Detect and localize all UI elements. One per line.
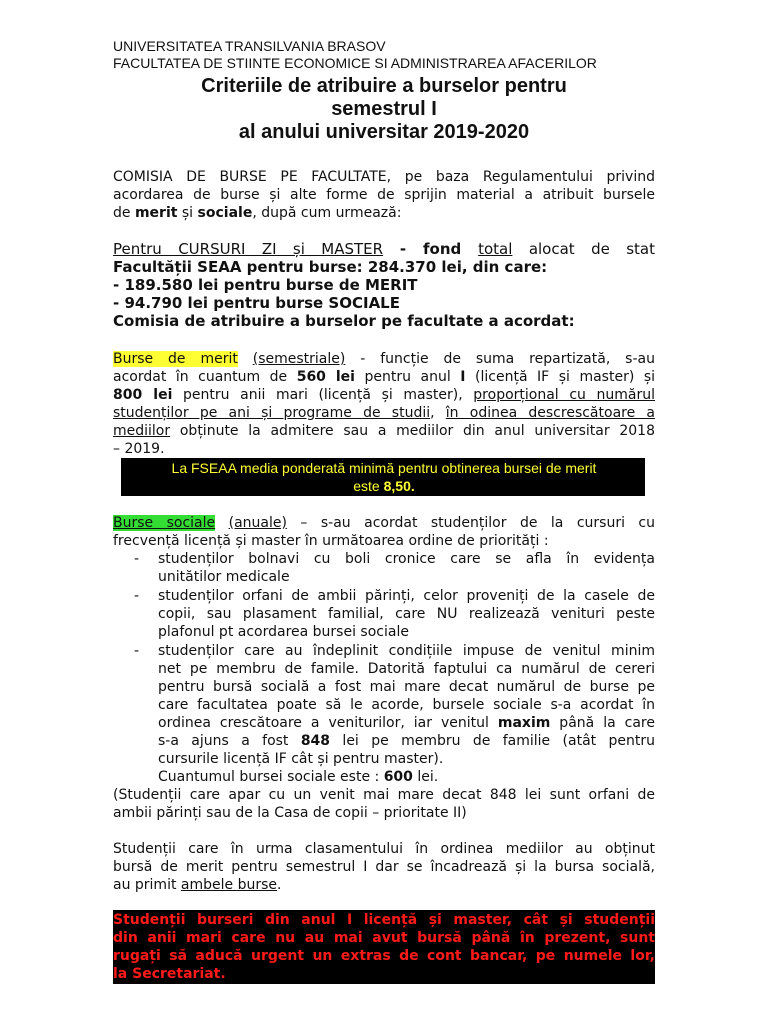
- text-underlined: mediilor: [113, 423, 171, 439]
- merit-line-5: [113, 422, 655, 440]
- social-label: Burse sociale: [113, 515, 216, 531]
- notice-line-2: din anii mari care nu au mai avut bursă până în prezent, sunt: [113, 930, 655, 946]
- text-underlined: proporțional cu numărul: [473, 387, 655, 403]
- fund-program: Pentru CURSURI ZI și MASTER: [113, 240, 384, 258]
- page-title-line-3: al anului universitar 2019-2020: [238, 121, 530, 143]
- fund-line-2: Facultății SEAA pentru burse: 284.370 lei, din care:: [113, 258, 548, 276]
- income-848: 848: [300, 733, 331, 749]
- text: pentru anul: [354, 369, 461, 385]
- merit-line-4: [113, 404, 655, 422]
- text: , după cum urmează:: [252, 205, 402, 221]
- maxim-word: maxim: [497, 715, 551, 731]
- page-title-line-1: Criteriile de atribuire a burselor pentru: [201, 75, 567, 97]
- text: lei pe membru de familie (atât pentru: [330, 733, 656, 749]
- text: - fond: [383, 240, 479, 258]
- both-scholarships: ambele burse: [180, 877, 277, 893]
- merit-period: (semestriale): [252, 351, 346, 367]
- notice-line-3: rugați să aducă urgent un extras de cont bancar, pe numele lor,: [113, 948, 655, 964]
- text: - funcție de suma repartizată, s-au: [345, 351, 655, 367]
- text: s-a ajuns a fost: [158, 733, 301, 749]
- text: este: [353, 478, 384, 494]
- priority-1-line-1: studenților bolnavi cu boli cronice care se afla în evidența: [158, 551, 655, 567]
- intro-line-2: acordarea de burse și alte forme de sprijin material a atribuit bursele: [113, 187, 655, 203]
- page-title-line-2: semestrul I: [331, 98, 437, 120]
- text: alocat de stat: [512, 240, 655, 258]
- fund-line-5: Comisia de atribuire a burselor pe facultate a acordat:: [113, 312, 575, 330]
- priority-3-line-5: [158, 714, 655, 732]
- fund-line-3: - 189.580 lei pentru burse de MERIT: [113, 276, 418, 294]
- total-word: total: [478, 240, 513, 258]
- merit-line-2: [113, 368, 655, 386]
- amount-800: 800 lei: [113, 387, 173, 403]
- text: obținute la admitere sau a mediilor din anul universitar 2018: [170, 423, 655, 439]
- intro-line-1: COMISIA DE BURSE PE FACULTATE, pe baza Regulamentului privind: [113, 169, 655, 185]
- year-i: I: [460, 369, 466, 385]
- priority-3-line-1: studenților care au îndeplinit condițiile impuse de venitul minim: [158, 643, 655, 659]
- text: și: [177, 205, 198, 221]
- both-line-1: Studenții care în urma clasamentului în ordinea mediilor au obținut: [113, 841, 655, 857]
- text: pentru anii mari (licență și master),: [172, 387, 474, 403]
- priority-3-line-4: care facultatea poate să le acorde, bursele sociale s-a acordat în: [158, 697, 655, 713]
- intro-line-3: [113, 204, 655, 222]
- priority-3-line-7: cursurile licență IF cât și pentru master).: [158, 751, 444, 767]
- merit-line-1: [113, 350, 655, 368]
- text: ordinea crescătoare a veniturilor, iar venitul: [158, 715, 498, 731]
- text: ,: [430, 405, 446, 421]
- priority-2-line-3: plafonul pt acordarea bursei sociale: [158, 624, 409, 640]
- merit-word: merit: [134, 205, 178, 221]
- min-average: 8,50.: [383, 478, 415, 494]
- notice-line-1: Studenții burseri din anul I licență și master, cât și studenții: [113, 912, 655, 928]
- text: acordat în cuantum de: [113, 369, 297, 385]
- text: până la care: [550, 715, 655, 731]
- social-note-line-1: (Studenții care apar cu un venit mai mare decat 848 lei sunt orfani de: [113, 787, 655, 803]
- fund-line-4: - 94.790 lei pentru burse SOCIALE: [113, 294, 400, 312]
- text-underlined: studenților pe ani și programe de studii: [113, 405, 431, 421]
- amount-600: 600: [383, 769, 413, 785]
- text: – s-au acordat studenților de la cursuri cu: [286, 515, 656, 531]
- bullet-3: -: [134, 643, 140, 659]
- bullet-2: -: [134, 588, 140, 604]
- bullet-1: -: [134, 551, 140, 567]
- text: .: [277, 877, 282, 893]
- merit-line-3: [113, 386, 655, 404]
- text: lei.: [412, 769, 439, 785]
- priority-3-line-3: pentru bursă socială a fost mai mare decat numărul de burse pe: [158, 679, 655, 695]
- merit-threshold-line-2: [113, 477, 655, 495]
- merit-threshold-line-1: La FSEAA media ponderată minimă pentru obtinerea bursei de merit: [171, 460, 597, 476]
- priority-2-line-2: copii, sau plasament familial, care NU realizează venituri peste: [158, 606, 655, 622]
- social-note-line-2: ambii părinți sau de la Casa de copii – prioritate II): [113, 805, 467, 821]
- social-period: (anuale): [228, 515, 287, 531]
- text: de: [113, 205, 135, 221]
- merit-label: Burse de merit: [113, 351, 238, 367]
- text: (licență IF și master) și: [465, 369, 656, 385]
- priority-2-line-1: studenților orfani de ambii părinți, celor proveniți de la casele de: [158, 588, 655, 604]
- sociale-word: sociale: [197, 205, 253, 221]
- fund-line-1: [113, 240, 655, 258]
- both-line-3: [113, 876, 655, 894]
- social-line-1: [113, 514, 655, 532]
- text-underlined: în odinea descrescătoare a: [445, 405, 656, 421]
- text: Cuantumul bursei sociale este :: [158, 769, 384, 785]
- text: au primit: [113, 877, 181, 893]
- priority-1-line-2: unitătilor medicale: [158, 569, 290, 585]
- amount-560: 560 lei: [296, 369, 355, 385]
- priority-3-line-8: [158, 768, 655, 786]
- both-line-2: bursă de merit pentru semestrul I dar se încadrează și la bursa socială,: [113, 859, 655, 875]
- priority-3-line-2: net pe membru de famile. Datorită faptului ca numărul de cereri: [158, 661, 655, 677]
- university-name: UNIVERSITATEA TRANSILVANIA BRASOV: [113, 38, 386, 54]
- social-line-2: frecvență licență și master în următoarea ordine de priorități :: [113, 533, 549, 549]
- priority-3-line-6: [158, 732, 655, 750]
- merit-line-6: – 2019.: [113, 441, 165, 457]
- faculty-name: FACULTATEA DE STIINTE ECONOMICE SI ADMINISTRAREA AFACERILOR: [113, 55, 597, 71]
- notice-line-4: la Secretariat.: [113, 966, 226, 982]
